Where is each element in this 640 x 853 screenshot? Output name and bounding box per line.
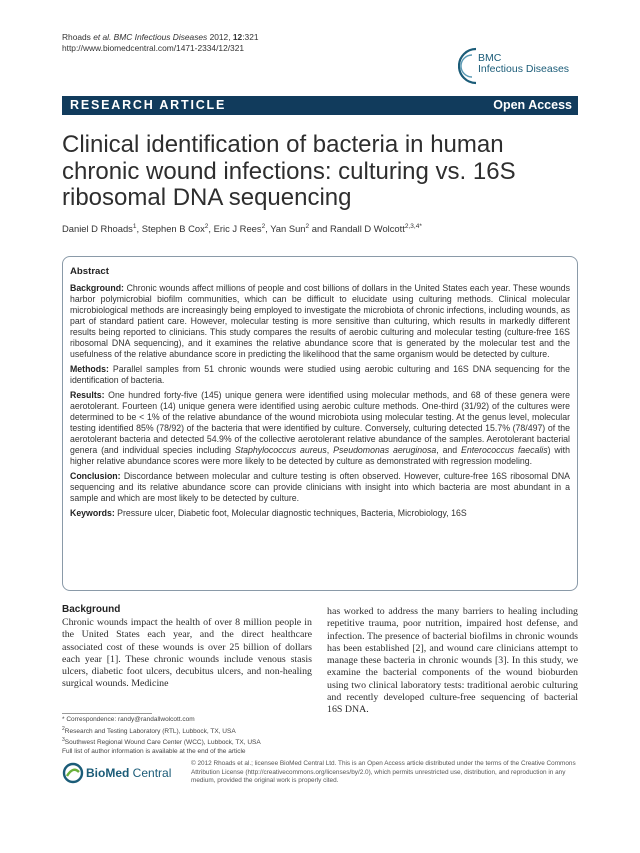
citation-pages: :321 bbox=[242, 32, 259, 42]
author-affiliation: 2,3,4* bbox=[404, 223, 422, 230]
citation-header bbox=[62, 32, 259, 53]
species-name: Pseudomonas aeruginosa bbox=[333, 445, 437, 455]
license-statement: © 2012 Rhoads et al.; licensee BioMed Central Ltd. This is an Open Access article distributed under the terms of the Creative Commons Attribution License (http://creativecommons.org/licenses/by/2.0), which permits unrestricted use, distribution, and reproduction in any medium, provided the original work is properly cited. bbox=[191, 760, 576, 785]
body-left-column: Chronic wounds impact the health of over 8 million people in the United States each year, and the direct healthcare associated cost of these wounds is over 25 billion of dollars each year [1]. These chronic wounds include venous stasis ulcers, diabetic foot ulcers, decubitus ulcers, and non-healing surgical wounds. Medicine bbox=[62, 617, 312, 690]
journal-logo-line1: BMC bbox=[478, 52, 502, 64]
author-name: Eric J Rees bbox=[213, 223, 262, 235]
abstract-keywords-label: Keywords: bbox=[70, 508, 115, 518]
abstract-keywords-text: Pressure ulcer, Diabetic foot, Molecular diagnostic techniques, Bacteria, Microbiology, 16S bbox=[114, 508, 467, 518]
author-info-note: Full list of author information is available at the end of the article bbox=[62, 747, 246, 755]
abstract-background bbox=[70, 283, 570, 360]
affiliation-mark: 2 bbox=[62, 725, 65, 732]
journal-logo-line2: Infectious Diseases bbox=[478, 63, 570, 75]
abstract-results-text-end: ) with higher relative abundance scores were more likely to be detected by culture as demonstrated with regression modeling. bbox=[70, 445, 570, 466]
species-name: Enterococcus faecalis bbox=[461, 445, 548, 455]
abstract-methods-text: Parallel samples from 51 chronic wounds were studied using aerobic culturing and 16S DNA sequencing for the identification of bacteria. bbox=[70, 364, 570, 385]
article-type-label: RESEARCH ARTICLE bbox=[70, 98, 227, 112]
citation-year: 2012, bbox=[207, 32, 233, 42]
abstract-methods-label: Methods: bbox=[70, 364, 109, 374]
affiliation-note bbox=[62, 725, 312, 737]
citation-journal: et al. BMC Infectious Diseases bbox=[93, 32, 208, 42]
body-right-column: has worked to address the many barriers to healing including repetitive trauma, poor nutrition, impaired host defense, and infection. The presence of bacterial biofilms in chronic wounds has been established [2], and wound care clinicians attempt to manage these bacteria in chronic wounds [3]. In this study, we examine the bacterial components of the wound bioburden using two clinical laboratory tests: traditional aerobic culturing and recently developed culture-free sequencing of bacterial 16S DNA. bbox=[327, 606, 578, 716]
author-affiliation: 2 bbox=[261, 223, 266, 230]
abstract-box bbox=[62, 256, 578, 591]
species-name: Staphylococcus aureus bbox=[234, 445, 327, 455]
abstract-methods bbox=[70, 364, 570, 386]
citation-authors: Rhoads bbox=[62, 32, 94, 42]
citation-volume: 12 bbox=[232, 32, 243, 42]
footnote-divider bbox=[62, 713, 152, 714]
author-name: Yan Sun bbox=[270, 223, 306, 235]
author-list: Daniel D Rhoads$^1$, Stephen B Cox$^2$, Eric J Rees$^2$, Yan Sun$^2$ and Randall D Wolcott$^{2,3,4*}$ bbox=[62, 223, 422, 235]
species-separator: , and bbox=[436, 445, 462, 455]
abstract-results-label: Results: bbox=[70, 390, 105, 400]
species-separator: , bbox=[326, 445, 334, 455]
abstract-heading: Abstract bbox=[70, 266, 109, 277]
article-url[interactable]: http://www.biomedcentral.com/1471-2334/12/321 bbox=[62, 42, 245, 53]
author-name: Stephen B Cox bbox=[141, 223, 205, 235]
affiliation-text: Southwest Regional Wound Care Center (WCC), Lubbock, TX, USA bbox=[64, 739, 261, 747]
abstract-conclusion bbox=[70, 471, 570, 504]
affiliation-note bbox=[62, 736, 312, 748]
abstract-background-text: Chronic wounds affect millions of people and cost billions of dollars in the United States each year. These wounds harbor polymicrobial biofilm communities, which can be difficult to elucidate using culturing methods. Clinical molecular microbiological methods are increasingly being employed to investigate the microbiota of chronic infections, including wounds, as part of standard patient care. However, molecular testing is more sensitive than culturing, which results in markedly different results being reported to clinicians. This study compares the results of aerobic culturing and molecular testing (culture-free 16S ribosomal DNA sequencing), and it examines the relative abundance score that is generated by the molecular test and the usefulness of the relative abundance score in predicting the likelihood that the same organism would be detected by culture. bbox=[70, 283, 570, 359]
affiliation-mark: 3 bbox=[62, 737, 65, 744]
author-affiliation: 2 bbox=[204, 223, 209, 230]
open-access-label: Open Access bbox=[493, 98, 572, 112]
abstract-background-label: Background: bbox=[70, 283, 124, 293]
correspondence-note: * Correspondence: randy@randallwolcott.com bbox=[62, 716, 195, 723]
article-title: Clinical identification of bacteria in human chronic wound infections: culturing vs. 16S ribosomal DNA sequencing bbox=[62, 131, 516, 211]
affiliation-text: Research and Testing Laboratory (RTL), Lubbock, TX, USA bbox=[64, 727, 236, 735]
abstract-results-text: One hundred forty-five (145) unique genera were identified using molecular methods, and 68 of these genera were aerotolerant. Fourteen (14) unique genera were identified using aerobic culture methods. One-third (31/92) of the cultures were determined to be < 1% of the relative abundance of the wound microbiota using molecular testing. At the genus level, molecular testing identified 85% (78/92) of the bacteria that were identified by culture. Conversely, culturing detected 15.7% (78/497) of the aerotolerant bacteria and detected 54.9% of the collective aerotolerant relative abundance of the samples. Aerotolerant bacterial genera (and individual species including bbox=[70, 390, 570, 455]
footnotes bbox=[62, 716, 312, 756]
biomed-central-swirl-icon bbox=[62, 762, 84, 784]
abstract-keywords bbox=[70, 508, 570, 519]
biomed-central-wordmark: BioMed Central bbox=[86, 766, 172, 780]
abstract-conclusion-text: Discordance between molecular and culture testing is often observed. However, culture-free 16S ribosomal DNA sequencing and its relative abundance score can provide clinicians with insight into which bacteria are most abundant in a sample and which are most likely to be detected by culture. bbox=[70, 471, 570, 503]
author-affiliation: 1 bbox=[132, 223, 137, 230]
author-name: Randall D Wolcott bbox=[330, 223, 405, 235]
abstract-conclusion-label: Conclusion: bbox=[70, 471, 121, 481]
section-heading-background: Background bbox=[62, 604, 121, 615]
abstract-results bbox=[70, 390, 570, 467]
author-name: Daniel D Rhoads bbox=[62, 223, 133, 235]
article-type-banner bbox=[62, 96, 578, 115]
author-affiliation: 2 bbox=[305, 223, 310, 230]
citation-line bbox=[62, 32, 259, 43]
biomed-central-logo bbox=[62, 762, 192, 784]
journal-logo bbox=[458, 46, 588, 86]
journal-logo-arc-icon bbox=[458, 46, 480, 86]
